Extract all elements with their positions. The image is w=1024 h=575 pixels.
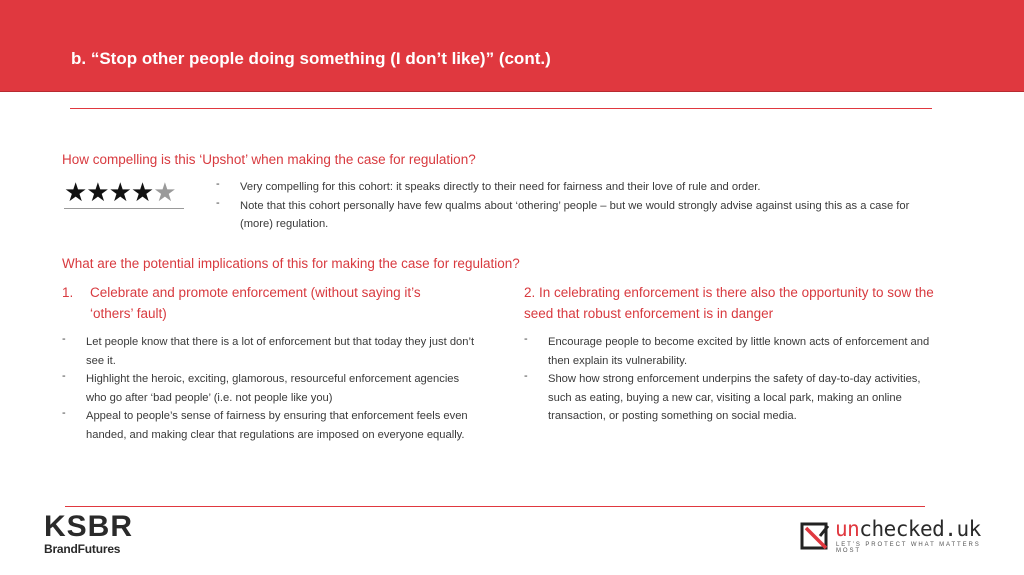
- implication-1-heading: [62, 282, 462, 324]
- list-item: - Appeal to people’s sense of fairness by ensuring that enforcement feels even handed, and making clear that regulations are imposed on everyone equally.: [62, 407, 482, 444]
- implication-2-points: [524, 333, 944, 426]
- star-rating: [64, 179, 184, 209]
- unchecked-box-icon: [800, 520, 830, 550]
- unchecked-tagline: LET’S PROTECT WHAT MATTERS MOST: [836, 542, 981, 554]
- dash-bullet: -: [62, 407, 66, 419]
- list-item: - Highlight the heroic, exciting, glamorous, resourceful enforcement agencies who go after ‘bad people’ (i.e. not people like you): [62, 370, 482, 407]
- list-item: - Note that this cohort personally have few qualms about ‘othering’ people – but we would strongly advise against using this as a case for (more) regulation.: [216, 197, 936, 234]
- ksbr-logo-main: KSBR: [44, 510, 134, 543]
- list-item: - Very compelling for this cohort: it speaks directly to their need for fairness and their love of rule and order.: [216, 178, 936, 197]
- implication-1-number: 1.: [62, 285, 74, 300]
- list-item: - Let people know that there is a lot of enforcement but that today they just don’t see it.: [62, 333, 482, 370]
- unchecked-logo: [800, 519, 1000, 555]
- dash-bullet: -: [62, 333, 66, 345]
- implication-2-heading: 2. In celebrating enforcement is there also the opportunity to sow the seed that robust enforcement is in danger: [524, 285, 934, 321]
- dash-bullet: -: [524, 333, 528, 345]
- unchecked-wordmark: unchecked.uk: [835, 517, 981, 541]
- top-divider: [70, 108, 932, 109]
- ksbr-logo-sub: BrandFutures: [44, 542, 121, 556]
- question-compelling: How compelling is this ‘Upshot’ when making the case for regulation?: [62, 152, 476, 167]
- bottom-divider: [65, 506, 925, 507]
- empty-star-icon: ★: [153, 178, 176, 208]
- ksbr-logo: [44, 512, 133, 556]
- implication-1-text: Celebrate and promote enforcement (without saying it’s ‘others’ fault): [90, 285, 421, 321]
- dash-bullet: -: [216, 196, 220, 209]
- rating-points-list: [216, 178, 936, 234]
- dash-bullet: -: [524, 370, 528, 382]
- dash-bullet: -: [62, 370, 66, 382]
- header-bar: [0, 0, 1024, 92]
- dash-bullet: -: [216, 178, 220, 190]
- filled-stars-icon: ★★★★: [64, 178, 154, 208]
- list-item: - Encourage people to become excited by little known acts of enforcement and then explain its vulnerability.: [524, 333, 944, 370]
- list-item: - Show how strong enforcement underpins the safety of day-to-day activities, such as eating, buying a new car, visiting a local park, making an online transaction, or posting something on social media.: [524, 370, 944, 426]
- page-title: b. “Stop other people doing something (I don’t like)” (cont.): [71, 49, 551, 68]
- implication-1-points: [62, 333, 482, 444]
- question-implications: What are the potential implications of this for making the case for regulation?: [62, 256, 520, 271]
